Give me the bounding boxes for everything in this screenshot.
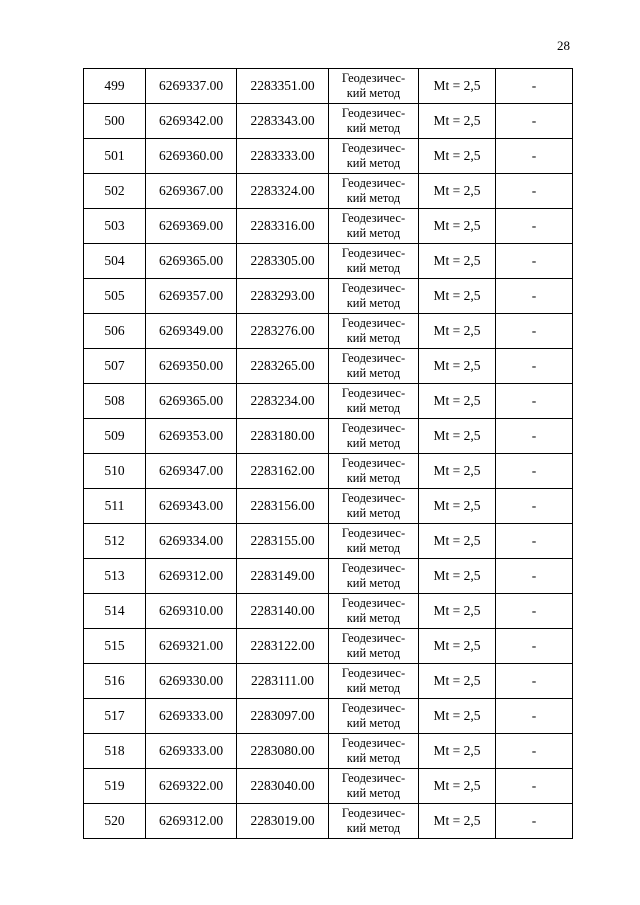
method-cell [329,664,419,699]
accuracy-cell: Mt = 2,5 [419,279,496,314]
y-coordinate-cell: 2283019.00 [237,804,329,839]
method-line-1: Геодезичес- [341,421,406,435]
method-cell [329,559,419,594]
method-line-2: кий метод [346,576,401,590]
point-number-cell: 499 [84,69,146,104]
method-line-1: Геодезичес- [341,561,406,575]
method-line-1: Геодезичес- [341,386,406,400]
method-line-1: Геодезичес- [341,456,406,470]
accuracy-cell: Mt = 2,5 [419,419,496,454]
method-line-1: Геодезичес- [341,351,406,365]
method-line-1: Геодезичес- [341,246,406,260]
point-number-cell: 505 [84,279,146,314]
coordinates-table [83,68,573,839]
point-number-cell: 517 [84,699,146,734]
y-coordinate-cell: 2283122.00 [237,629,329,664]
x-coordinate-cell: 6269310.00 [146,594,237,629]
y-coordinate-cell: 2283316.00 [237,209,329,244]
method-line-1: Геодезичес- [341,701,406,715]
accuracy-cell: Mt = 2,5 [419,594,496,629]
accuracy-cell: Mt = 2,5 [419,384,496,419]
accuracy-cell: Mt = 2,5 [419,664,496,699]
table-row [84,734,573,769]
accuracy-cell: Mt = 2,5 [419,489,496,524]
method-line-1: Геодезичес- [341,141,406,155]
x-coordinate-cell: 6269330.00 [146,664,237,699]
method-line-2: кий метод [346,366,401,380]
y-coordinate-cell: 2283351.00 [237,69,329,104]
x-coordinate-cell: 6269337.00 [146,69,237,104]
method-cell [329,349,419,384]
table-row [84,699,573,734]
x-coordinate-cell: 6269360.00 [146,139,237,174]
note-cell: - [496,174,573,209]
note-cell: - [496,419,573,454]
note-cell: - [496,69,573,104]
x-coordinate-cell: 6269365.00 [146,384,237,419]
y-coordinate-cell: 2283156.00 [237,489,329,524]
point-number-cell: 516 [84,664,146,699]
note-cell: - [496,139,573,174]
accuracy-cell: Mt = 2,5 [419,174,496,209]
note-cell: - [496,664,573,699]
x-coordinate-cell: 6269369.00 [146,209,237,244]
y-coordinate-cell: 2283149.00 [237,559,329,594]
method-cell [329,244,419,279]
table-row [84,314,573,349]
accuracy-cell: Mt = 2,5 [419,139,496,174]
note-cell: - [496,454,573,489]
table-row [84,69,573,104]
y-coordinate-cell: 2283080.00 [237,734,329,769]
table-row [84,244,573,279]
method-line-1: Геодезичес- [341,736,406,750]
note-cell: - [496,489,573,524]
x-coordinate-cell: 6269349.00 [146,314,237,349]
method-line-2: кий метод [346,261,401,275]
y-coordinate-cell: 2283097.00 [237,699,329,734]
accuracy-cell: Mt = 2,5 [419,629,496,664]
x-coordinate-cell: 6269321.00 [146,629,237,664]
point-number-cell: 508 [84,384,146,419]
accuracy-cell: Mt = 2,5 [419,769,496,804]
method-line-1: Геодезичес- [341,526,406,540]
x-coordinate-cell: 6269357.00 [146,279,237,314]
table-row [84,279,573,314]
method-line-1: Геодезичес- [341,106,406,120]
accuracy-cell: Mt = 2,5 [419,734,496,769]
y-coordinate-cell: 2283180.00 [237,419,329,454]
method-cell [329,104,419,139]
accuracy-cell: Mt = 2,5 [419,69,496,104]
note-cell: - [496,244,573,279]
method-cell [329,804,419,839]
method-line-2: кий метод [346,541,401,555]
method-cell [329,769,419,804]
x-coordinate-cell: 6269312.00 [146,804,237,839]
table-row [84,664,573,699]
table-row [84,489,573,524]
method-cell [329,629,419,664]
method-line-2: кий метод [346,331,401,345]
method-line-1: Геодезичес- [341,316,406,330]
point-number-cell: 511 [84,489,146,524]
y-coordinate-cell: 2283234.00 [237,384,329,419]
table-row [84,419,573,454]
method-line-1: Геодезичес- [341,211,406,225]
method-line-2: кий метод [346,191,401,205]
point-number-cell: 510 [84,454,146,489]
table-row [84,454,573,489]
table-row [84,104,573,139]
x-coordinate-cell: 6269333.00 [146,734,237,769]
accuracy-cell: Mt = 2,5 [419,349,496,384]
note-cell: - [496,734,573,769]
method-line-2: кий метод [346,401,401,415]
note-cell: - [496,384,573,419]
accuracy-cell: Mt = 2,5 [419,559,496,594]
note-cell: - [496,349,573,384]
table-row [84,384,573,419]
note-cell: - [496,559,573,594]
method-cell [329,594,419,629]
method-line-1: Геодезичес- [341,771,406,785]
x-coordinate-cell: 6269334.00 [146,524,237,559]
accuracy-cell: Mt = 2,5 [419,699,496,734]
note-cell: - [496,279,573,314]
y-coordinate-cell: 2283140.00 [237,594,329,629]
accuracy-cell: Mt = 2,5 [419,804,496,839]
accuracy-cell: Mt = 2,5 [419,104,496,139]
method-cell [329,734,419,769]
method-line-1: Геодезичес- [341,666,406,680]
method-line-2: кий метод [346,821,401,835]
note-cell: - [496,104,573,139]
note-cell: - [496,209,573,244]
table-row [84,139,573,174]
note-cell: - [496,804,573,839]
method-line-2: кий метод [346,646,401,660]
x-coordinate-cell: 6269365.00 [146,244,237,279]
method-line-2: кий метод [346,296,401,310]
method-line-1: Геодезичес- [341,491,406,505]
method-line-2: кий метод [346,786,401,800]
method-line-1: Геодезичес- [341,281,406,295]
note-cell: - [496,629,573,664]
accuracy-cell: Mt = 2,5 [419,209,496,244]
method-line-2: кий метод [346,436,401,450]
x-coordinate-cell: 6269342.00 [146,104,237,139]
method-line-2: кий метод [346,681,401,695]
point-number-cell: 503 [84,209,146,244]
x-coordinate-cell: 6269333.00 [146,699,237,734]
x-coordinate-cell: 6269312.00 [146,559,237,594]
note-cell: - [496,524,573,559]
method-line-2: кий метод [346,121,401,135]
x-coordinate-cell: 6269367.00 [146,174,237,209]
accuracy-cell: Mt = 2,5 [419,314,496,349]
point-number-cell: 504 [84,244,146,279]
table-row [84,174,573,209]
point-number-cell: 518 [84,734,146,769]
table-row [84,629,573,664]
table-row [84,804,573,839]
table-row [84,524,573,559]
x-coordinate-cell: 6269343.00 [146,489,237,524]
y-coordinate-cell: 2283265.00 [237,349,329,384]
note-cell: - [496,769,573,804]
x-coordinate-cell: 6269347.00 [146,454,237,489]
y-coordinate-cell: 2283162.00 [237,454,329,489]
note-cell: - [496,594,573,629]
method-cell [329,69,419,104]
x-coordinate-cell: 6269322.00 [146,769,237,804]
point-number-cell: 519 [84,769,146,804]
coordinates-table-body [84,69,573,839]
method-cell [329,174,419,209]
method-line-2: кий метод [346,226,401,240]
method-cell [329,384,419,419]
method-cell [329,139,419,174]
method-line-2: кий метод [346,716,401,730]
method-line-2: кий метод [346,506,401,520]
table-row [84,769,573,804]
point-number-cell: 509 [84,419,146,454]
y-coordinate-cell: 2283111.00 [237,664,329,699]
accuracy-cell: Mt = 2,5 [419,244,496,279]
method-line-2: кий метод [346,86,401,100]
point-number-cell: 512 [84,524,146,559]
point-number-cell: 513 [84,559,146,594]
x-coordinate-cell: 6269353.00 [146,419,237,454]
method-line-1: Геодезичес- [341,631,406,645]
method-cell [329,489,419,524]
accuracy-cell: Mt = 2,5 [419,524,496,559]
y-coordinate-cell: 2283343.00 [237,104,329,139]
y-coordinate-cell: 2283293.00 [237,279,329,314]
y-coordinate-cell: 2283324.00 [237,174,329,209]
note-cell: - [496,699,573,734]
method-line-2: кий метод [346,751,401,765]
method-cell [329,314,419,349]
point-number-cell: 515 [84,629,146,664]
method-cell [329,419,419,454]
point-number-cell: 514 [84,594,146,629]
accuracy-cell: Mt = 2,5 [419,454,496,489]
method-cell [329,699,419,734]
point-number-cell: 500 [84,104,146,139]
y-coordinate-cell: 2283333.00 [237,139,329,174]
point-number-cell: 501 [84,139,146,174]
y-coordinate-cell: 2283276.00 [237,314,329,349]
y-coordinate-cell: 2283155.00 [237,524,329,559]
method-line-1: Геодезичес- [341,596,406,610]
point-number-cell: 502 [84,174,146,209]
note-cell: - [496,314,573,349]
method-line-1: Геодезичес- [341,806,406,820]
page-number: 28 [557,38,570,53]
y-coordinate-cell: 2283305.00 [237,244,329,279]
x-coordinate-cell: 6269350.00 [146,349,237,384]
method-line-2: кий метод [346,156,401,170]
method-line-1: Геодезичес- [341,176,406,190]
table-row [84,559,573,594]
point-number-cell: 520 [84,804,146,839]
table-row [84,594,573,629]
method-cell [329,209,419,244]
method-line-2: кий метод [346,471,401,485]
table-row [84,209,573,244]
method-line-1: Геодезичес- [341,71,406,85]
method-line-2: кий метод [346,611,401,625]
y-coordinate-cell: 2283040.00 [237,769,329,804]
point-number-cell: 506 [84,314,146,349]
method-cell [329,524,419,559]
table-row [84,349,573,384]
point-number-cell: 507 [84,349,146,384]
method-cell [329,454,419,489]
method-cell [329,279,419,314]
